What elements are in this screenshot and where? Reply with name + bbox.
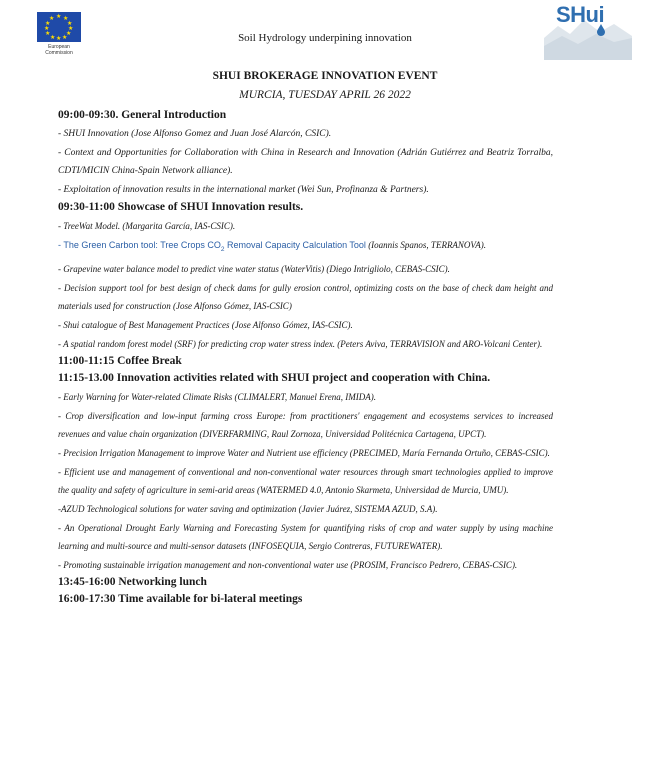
agenda-item: - Decision support tool for best design of check dams for gully erosion control, optimizing costs on the base of check dam height and materials used for construction (Jose Alfonso Gómez, IAS-CSIC) (58, 282, 553, 311)
agenda-item: - Promoting sustainable irrigation management and non-conventional water use (PROSIM, Francisco Pedrero, CEBAS-CSIC). (58, 559, 518, 570)
section-heading: 09:00-09:30. General Introduction (58, 109, 227, 121)
agenda-item: - A spatial random forest model (SRF) for predicting crop water stress index. (Peters Aviva, TERRAVISION and ARO-Volcani Center). (58, 338, 543, 349)
agenda-item: - Exploitation of innovation results in the international market (Wei Sun, Profinanza & Partners). (58, 185, 429, 195)
event-subtitle: MURCIA, TUESDAY APRIL 26 2022 (239, 89, 411, 101)
agenda-item: - Shui catalogue of Best Management Practices (Jose Alfonso Gómez, IAS-CSIC). (58, 319, 353, 330)
page-header (0, 0, 650, 62)
tagline: Soil Hydrology underpining innovation (238, 32, 412, 44)
agenda-item: - Precision Irrigation Management to improve Water and Nutrient use efficiency (PRECIMED, María Fernanda Ortuño, CEBAS-CSIC). (58, 447, 550, 458)
agenda-item: - SHUI Innovation (Jose Alfonso Gomez and Juan José Alarcón, CSIC). (58, 129, 332, 139)
agenda (58, 107, 553, 609)
eu-flag-icon: ★ ★ ★ ★ ★ ★ ★ ★ ★ ★ ★ ★ (37, 12, 81, 42)
agenda-item: -AZUD Technological solutions for water saving and optimization (Javier Juárez, SISTEMA AZUD, S.A). (58, 503, 438, 514)
agenda-item: - An Operational Drought Early Warning and Forecasting System for quantifying risks of crop and water supply by using machine learning and multi-source and multi-sensor datasets (INFOSEQUIA, Sergio Contreras, FUTUREWATER). (58, 522, 553, 551)
section-heading: 09:30-11:00 Showcase of SHUI Innovation results. (58, 201, 304, 213)
green-carbon-tool-link[interactable]: - The Green Carbon tool: Tree Crops $CO_2$ Removal Capacity Calculation Tool (58, 240, 366, 253)
agenda-item: - Early Warning for Water-related Climate Risks (CLIMALERT, Manuel Erena, IMIDA). (58, 391, 377, 402)
section-heading: 16:00-17:30 Time available for bi-lateral meetings (58, 592, 303, 605)
section-heading: 11:15-13.00 Innovation activities related with SHUI project and cooperation with China. (58, 371, 491, 384)
agenda-item: - Efficient use and management of conventional and non-conventional water resources through smart technologies applied to improve the quality and safety of agriculture in semi-arid areas (WATERMED 4.0, Antonio Skarmeta, Universidad de Murcia, UMU). (58, 466, 553, 495)
agenda-item: - Context and Opportunities for Collaboration with China in Research and Innovation (Adrián Gutiérrez and Beatriz Torralba, CDTI/MICIN China-Spain Network alliance). (58, 148, 553, 176)
agenda-item: - The Green Carbon tool: Tree Crops $CO_2$ Removal Capacity Calculation Tool (Ioannis Spanos, TERRANOVA). (58, 240, 487, 253)
shui-logo (544, 2, 632, 60)
agenda-item: - TreeWat Model. (Margarita García, IAS-CSIC). (58, 221, 236, 231)
section-heading: 13:45-16:00 Networking lunch (58, 575, 207, 588)
shui-brand: SHui (556, 2, 605, 27)
eu-label: European Commission (45, 44, 73, 56)
event-title: SHUI BROKERAGE INNOVATION EVENT (212, 70, 438, 82)
agenda-item: - Grapevine water balance model to predict vine water status (WaterVitis) (Diego Intrigliolo, CEBAS-CSIC). (58, 263, 450, 274)
section-heading: 11:00-11:15 Coffee Break (58, 354, 182, 367)
agenda-item: - Crop diversification and low-input farming cross Europe: from practitioners' engagement and ecosystems services to increased revenues and value chain organization (DIVERFARMING, Raul Zornoza, Universidad Politécnica Cartagena, UPCT). (58, 410, 553, 439)
